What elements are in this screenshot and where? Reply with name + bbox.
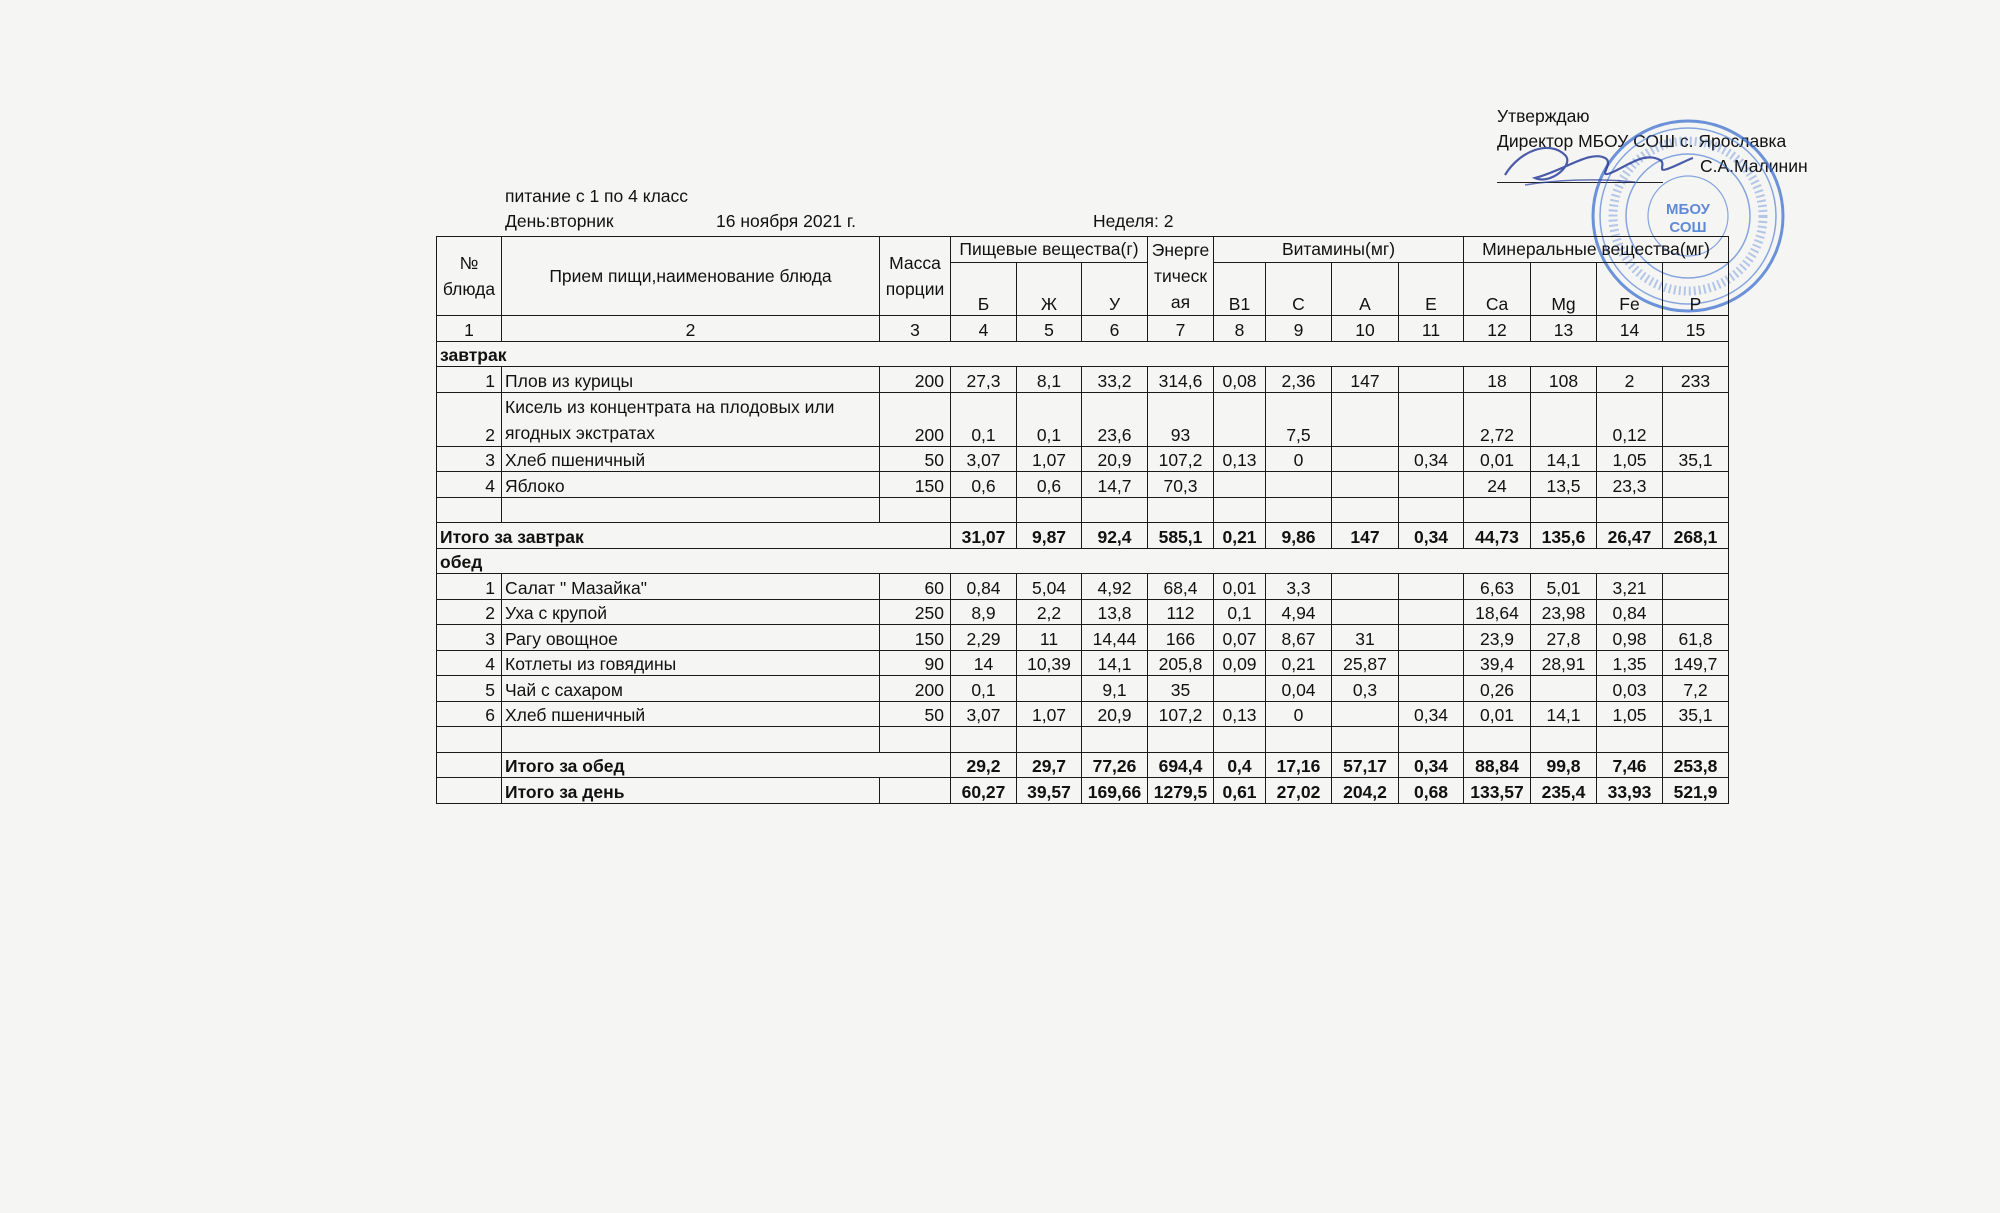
value-cell: 27,8 (1531, 625, 1597, 651)
value-cell: 93 (1148, 392, 1214, 446)
value-cell: 35,1 (1663, 446, 1729, 472)
value-cell: 0,21 (1266, 650, 1332, 676)
dish-name: Хлеб пшеничный (502, 701, 880, 727)
value-cell: 0,01 (1464, 446, 1531, 472)
total-cell: 39,57 (1017, 778, 1082, 804)
value-cell: 23,6 (1082, 392, 1148, 446)
value-cell: 33,2 (1082, 367, 1148, 393)
col-head-vitamins: Витамины(мг) (1214, 237, 1464, 263)
column-number: 12 (1464, 316, 1531, 342)
value-cell (1332, 701, 1399, 727)
dish-mass: 200 (880, 367, 951, 393)
value-cell: 18 (1464, 367, 1531, 393)
value-cell: 314,6 (1148, 367, 1214, 393)
stamp-center-line2: СОШ (1669, 219, 1707, 236)
col-head-mg: Mg (1531, 263, 1597, 316)
value-cell: 0,12 (1597, 392, 1663, 446)
value-cell: 18,64 (1464, 599, 1531, 625)
value-cell: 0,1 (951, 392, 1017, 446)
section-breakfast: завтрак (437, 341, 1729, 367)
value-cell (1399, 676, 1464, 702)
col-head-e: Е (1399, 263, 1464, 316)
total-cell: 77,26 (1082, 752, 1148, 778)
value-cell: 149,7 (1663, 650, 1729, 676)
total-cell: 44,73 (1464, 523, 1531, 549)
col-head-minerals: Минеральные вещества(мг) (1464, 237, 1729, 263)
dish-number: 3 (437, 446, 502, 472)
value-cell: 8,1 (1017, 367, 1082, 393)
value-cell: 27,3 (951, 367, 1017, 393)
dish-name: Рагу овощное (502, 625, 880, 651)
column-number-row (437, 316, 1729, 342)
value-cell: 0,1 (1017, 392, 1082, 446)
dish-mass: 200 (880, 392, 951, 446)
total-cell: 27,02 (1266, 778, 1332, 804)
dish-mass: 50 (880, 701, 951, 727)
value-cell: 39,4 (1464, 650, 1531, 676)
value-cell: 68,4 (1148, 574, 1214, 600)
value-cell: 14,1 (1531, 701, 1597, 727)
value-cell: 1,07 (1017, 446, 1082, 472)
dish-name: Чай с сахаром (502, 676, 880, 702)
total-cell: 0,21 (1214, 523, 1266, 549)
dish-name: Плов из курицы (502, 367, 880, 393)
approval-position: Директор МБОУ СОШ с. Ярославка (1497, 131, 1787, 151)
value-cell (1399, 650, 1464, 676)
dish-name: Котлеты из говядины (502, 650, 880, 676)
total-label: Итого за день (502, 778, 880, 804)
value-cell: 4,94 (1266, 599, 1332, 625)
value-cell: 1,07 (1017, 701, 1082, 727)
value-cell (1214, 676, 1266, 702)
col-head-fe: Fe (1597, 263, 1663, 316)
value-cell (1531, 392, 1597, 446)
total-cell: 88,84 (1464, 752, 1531, 778)
dish-mass: 60 (880, 574, 951, 600)
value-cell: 70,3 (1148, 472, 1214, 498)
value-cell: 20,9 (1082, 701, 1148, 727)
value-cell (1399, 472, 1464, 498)
dish-row (437, 701, 1729, 727)
total-cell: 57,17 (1332, 752, 1399, 778)
dish-mass: 150 (880, 625, 951, 651)
value-cell: 14,1 (1531, 446, 1597, 472)
dish-name: Яблоко (502, 472, 880, 498)
column-number: 4 (951, 316, 1017, 342)
dish-mass: 200 (880, 676, 951, 702)
total-cell: 135,6 (1531, 523, 1597, 549)
value-cell: 0,6 (1017, 472, 1082, 498)
value-cell: 31 (1332, 625, 1399, 651)
section-row-breakfast (437, 341, 1729, 367)
value-cell: 6,63 (1464, 574, 1531, 600)
value-cell (1399, 392, 1464, 446)
total-cell: 29,7 (1017, 752, 1082, 778)
dish-row (437, 650, 1729, 676)
column-number: 8 (1214, 316, 1266, 342)
value-cell: 205,8 (1148, 650, 1214, 676)
total-label: Итого за обед (502, 752, 951, 778)
stamp-center-line1: МБОУ (1666, 201, 1710, 218)
column-number: 5 (1017, 316, 1082, 342)
total-cell: 0,4 (1214, 752, 1266, 778)
breakfast-total-row (437, 523, 1729, 549)
dish-number: 5 (437, 676, 502, 702)
value-cell: 166 (1148, 625, 1214, 651)
day-label: День:вторник (505, 211, 614, 231)
total-cell: 0,68 (1399, 778, 1464, 804)
value-cell: 3,21 (1597, 574, 1663, 600)
value-cell: 233 (1663, 367, 1729, 393)
value-cell: 108 (1531, 367, 1597, 393)
value-cell: 3,3 (1266, 574, 1332, 600)
dish-name: Хлеб пшеничный (502, 446, 880, 472)
value-cell: 7,2 (1663, 676, 1729, 702)
col-head-a: А (1332, 263, 1399, 316)
value-cell: 0,98 (1597, 625, 1663, 651)
value-cell: 1,05 (1597, 446, 1663, 472)
date-label: 16 ноября 2021 г. (716, 211, 856, 231)
dish-mass: 90 (880, 650, 951, 676)
value-cell: 0,01 (1214, 574, 1266, 600)
value-cell: 1,35 (1597, 650, 1663, 676)
dish-number: 6 (437, 701, 502, 727)
value-cell (1332, 599, 1399, 625)
value-cell: 10,39 (1017, 650, 1082, 676)
total-cell: 31,07 (951, 523, 1017, 549)
dish-mass: 50 (880, 446, 951, 472)
value-cell: 0,03 (1597, 676, 1663, 702)
value-cell: 5,01 (1531, 574, 1597, 600)
value-cell: 3,07 (951, 701, 1017, 727)
total-cell: 268,1 (1663, 523, 1729, 549)
approval-label: Утверждаю (1497, 106, 1590, 126)
value-cell: 0,84 (1597, 599, 1663, 625)
signature (1495, 130, 1695, 200)
total-cell: 9,87 (1017, 523, 1082, 549)
value-cell: 2 (1597, 367, 1663, 393)
value-cell: 14,44 (1082, 625, 1148, 651)
total-cell: 235,4 (1531, 778, 1597, 804)
dish-row (437, 367, 1729, 393)
dish-number: 2 (437, 392, 502, 446)
week-label: Неделя: 2 (1093, 211, 1174, 231)
value-cell: 0,6 (951, 472, 1017, 498)
value-cell: 2,2 (1017, 599, 1082, 625)
day-total-row (437, 778, 1729, 804)
value-cell: 7,5 (1266, 392, 1332, 446)
breakfast-rows (437, 367, 1729, 498)
value-cell (1332, 392, 1399, 446)
blank-row (437, 497, 1729, 523)
value-cell: 1,05 (1597, 701, 1663, 727)
value-cell: 107,2 (1148, 701, 1214, 727)
header-row-1 (437, 237, 1729, 263)
lunch-total-row (437, 752, 1729, 778)
blank-row (437, 727, 1729, 753)
total-cell: 147 (1332, 523, 1399, 549)
dish-row (437, 574, 1729, 600)
value-cell: 0,84 (951, 574, 1017, 600)
value-cell: 24 (1464, 472, 1531, 498)
total-cell: 7,46 (1597, 752, 1663, 778)
col-head-zh: Ж (1017, 263, 1082, 316)
value-cell (1214, 392, 1266, 446)
value-cell: 2,72 (1464, 392, 1531, 446)
total-cell: 29,2 (951, 752, 1017, 778)
col-head-num: № блюда (437, 237, 502, 316)
value-cell: 147 (1332, 367, 1399, 393)
value-cell: 13,5 (1531, 472, 1597, 498)
value-cell (1663, 472, 1729, 498)
col-head-u: У (1082, 263, 1148, 316)
value-cell: 0,13 (1214, 701, 1266, 727)
value-cell: 0,04 (1266, 676, 1332, 702)
column-number: 15 (1663, 316, 1729, 342)
total-cell: 694,4 (1148, 752, 1214, 778)
total-cell: 0,34 (1399, 752, 1464, 778)
col-head-name: Прием пищи,наименование блюда (502, 237, 880, 316)
value-cell: 2,29 (951, 625, 1017, 651)
value-cell: 112 (1148, 599, 1214, 625)
value-cell: 0,01 (1464, 701, 1531, 727)
value-cell (1332, 446, 1399, 472)
dish-number: 3 (437, 625, 502, 651)
value-cell: 0,34 (1399, 701, 1464, 727)
dish-row (437, 446, 1729, 472)
value-cell: 0,09 (1214, 650, 1266, 676)
column-number: 3 (880, 316, 951, 342)
dish-mass: 250 (880, 599, 951, 625)
value-cell: 0 (1266, 701, 1332, 727)
dish-row (437, 472, 1729, 498)
dish-row (437, 676, 1729, 702)
total-label: Итого за завтрак (437, 523, 951, 549)
approval-signer-name: С.А.Малинин (1700, 156, 1808, 176)
value-cell: 14,1 (1082, 650, 1148, 676)
value-cell: 25,87 (1332, 650, 1399, 676)
dish-number: 4 (437, 472, 502, 498)
value-cell (1017, 676, 1082, 702)
dish-mass: 150 (880, 472, 951, 498)
value-cell: 0,1 (1214, 599, 1266, 625)
col-head-b1: В1 (1214, 263, 1266, 316)
total-cell: 253,8 (1663, 752, 1729, 778)
value-cell: 11 (1017, 625, 1082, 651)
value-cell: 0,07 (1214, 625, 1266, 651)
value-cell: 4,92 (1082, 574, 1148, 600)
section-lunch: обед (437, 548, 1729, 574)
value-cell (1214, 472, 1266, 498)
total-cell: 92,4 (1082, 523, 1148, 549)
value-cell (1332, 472, 1399, 498)
menu-table (436, 236, 1729, 804)
col-head-c: С (1266, 263, 1332, 316)
col-head-nutrients: Пищевые вещества(г) (951, 237, 1148, 263)
dish-name: Уха с крупой (502, 599, 880, 625)
value-cell: 0,13 (1214, 446, 1266, 472)
total-cell: 60,27 (951, 778, 1017, 804)
section-row-lunch (437, 548, 1729, 574)
total-cell: 9,86 (1266, 523, 1332, 549)
value-cell: 35 (1148, 676, 1214, 702)
dish-row (437, 625, 1729, 651)
column-number: 1 (437, 316, 502, 342)
dish-number: 4 (437, 650, 502, 676)
total-cell: 0,61 (1214, 778, 1266, 804)
dish-name: Салат " Мазайка" (502, 574, 880, 600)
col-head-b: Б (951, 263, 1017, 316)
column-number: 6 (1082, 316, 1148, 342)
value-cell (1663, 392, 1729, 446)
dish-number: 1 (437, 574, 502, 600)
value-cell: 0 (1266, 446, 1332, 472)
value-cell: 0,26 (1464, 676, 1531, 702)
col-head-ca: Ca (1464, 263, 1531, 316)
value-cell: 23,9 (1464, 625, 1531, 651)
value-cell: 61,8 (1663, 625, 1729, 651)
value-cell (1266, 472, 1332, 498)
total-cell: 133,57 (1464, 778, 1531, 804)
value-cell: 0,1 (951, 676, 1017, 702)
total-cell: 169,66 (1082, 778, 1148, 804)
dish-number: 1 (437, 367, 502, 393)
dish-row (437, 599, 1729, 625)
value-cell (1399, 367, 1464, 393)
value-cell (1332, 574, 1399, 600)
dish-row (437, 392, 1729, 446)
total-cell: 585,1 (1148, 523, 1214, 549)
column-number: 13 (1531, 316, 1597, 342)
value-cell: 0,08 (1214, 367, 1266, 393)
value-cell: 2,36 (1266, 367, 1332, 393)
total-cell: 521,9 (1663, 778, 1729, 804)
menu-title: питание с 1 по 4 класс (505, 186, 689, 206)
value-cell: 23,98 (1531, 599, 1597, 625)
value-cell: 5,04 (1017, 574, 1082, 600)
lunch-rows (437, 574, 1729, 727)
value-cell: 9,1 (1082, 676, 1148, 702)
total-cell: 26,47 (1597, 523, 1663, 549)
col-head-p: P (1663, 263, 1729, 316)
value-cell (1531, 676, 1597, 702)
value-cell (1663, 574, 1729, 600)
value-cell: 8,67 (1266, 625, 1332, 651)
value-cell: 14,7 (1082, 472, 1148, 498)
value-cell: 23,3 (1597, 472, 1663, 498)
value-cell: 13,8 (1082, 599, 1148, 625)
value-cell (1399, 574, 1464, 600)
total-cell: 17,16 (1266, 752, 1332, 778)
total-cell: 1279,5 (1148, 778, 1214, 804)
total-cell: 0,34 (1399, 523, 1464, 549)
value-cell (1399, 599, 1464, 625)
column-number: 10 (1332, 316, 1399, 342)
column-number: 7 (1148, 316, 1214, 342)
total-cell: 99,8 (1531, 752, 1597, 778)
value-cell: 35,1 (1663, 701, 1729, 727)
dish-name: Кисель из концентрата на плодовых или ягодных экстратах (502, 392, 880, 446)
value-cell: 3,07 (951, 446, 1017, 472)
value-cell (1399, 625, 1464, 651)
column-number: 11 (1399, 316, 1464, 342)
value-cell: 8,9 (951, 599, 1017, 625)
value-cell: 107,2 (1148, 446, 1214, 472)
total-cell: 204,2 (1332, 778, 1399, 804)
value-cell: 14 (951, 650, 1017, 676)
column-number: 2 (502, 316, 880, 342)
col-head-mass: Масса порции (880, 237, 951, 316)
column-number: 14 (1597, 316, 1663, 342)
value-cell: 0,3 (1332, 676, 1399, 702)
col-head-energy: Энергетическая (1148, 237, 1214, 316)
value-cell: 28,91 (1531, 650, 1597, 676)
column-number: 9 (1266, 316, 1332, 342)
total-cell: 33,93 (1597, 778, 1663, 804)
value-cell: 0,34 (1399, 446, 1464, 472)
value-cell: 20,9 (1082, 446, 1148, 472)
value-cell (1663, 599, 1729, 625)
dish-number: 2 (437, 599, 502, 625)
